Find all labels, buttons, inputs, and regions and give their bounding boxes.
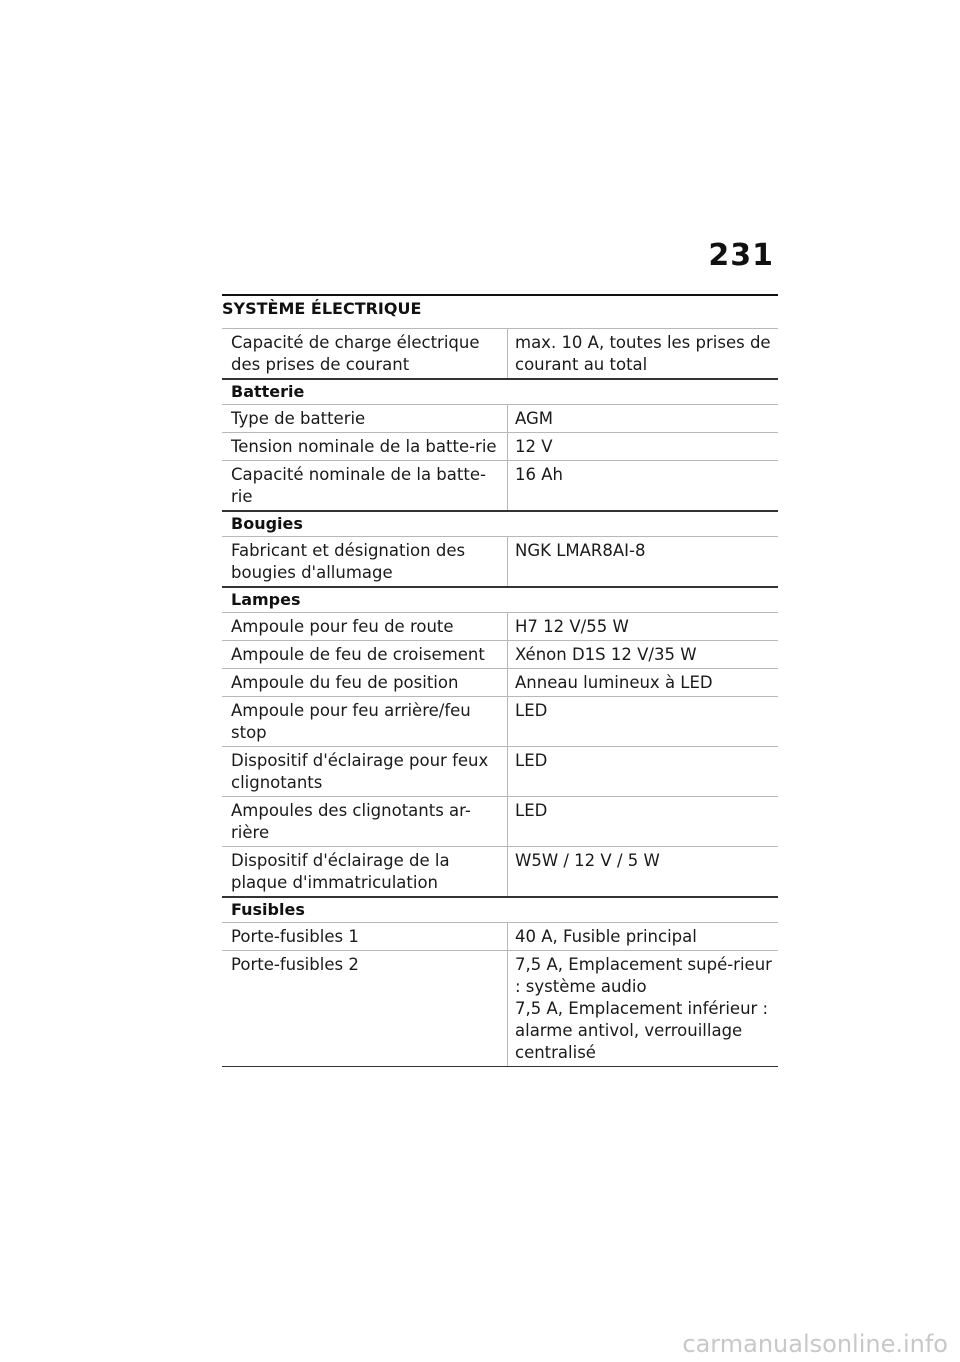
spec-value: H7 12 V/55 W bbox=[508, 613, 779, 641]
spec-value: LED bbox=[508, 797, 779, 847]
group-heading-bougies: Bougies bbox=[222, 511, 778, 537]
group-heading-row bbox=[222, 511, 778, 537]
spec-label: Dispositif d'éclairage pour feux clignotants bbox=[222, 747, 508, 797]
group-heading-row bbox=[222, 379, 778, 405]
page-number: 231 bbox=[708, 238, 774, 273]
table-row bbox=[222, 461, 778, 512]
spec-value-line: 7,5 A, Emplacement inférieur : alarme antivol, verrouillage centralisé bbox=[515, 999, 769, 1062]
table-row bbox=[222, 747, 778, 797]
table-row bbox=[222, 847, 778, 898]
spec-label: Capacité nominale de la batte-rie bbox=[222, 461, 508, 512]
table-row bbox=[222, 405, 778, 433]
electrical-spec-table bbox=[222, 328, 778, 1067]
table-row bbox=[222, 697, 778, 747]
table-row bbox=[222, 923, 778, 951]
spec-label: Porte-fusibles 1 bbox=[222, 923, 508, 951]
spec-label: Porte-fusibles 2 bbox=[222, 951, 508, 1067]
spec-value: max. 10 A, toutes les prises de courant au total bbox=[508, 329, 779, 380]
group-heading-row bbox=[222, 897, 778, 923]
spec-value: AGM bbox=[508, 405, 779, 433]
group-heading-lampes: Lampes bbox=[222, 587, 778, 613]
spec-value-line: 7,5 A, Emplacement supé-rieur : système audio bbox=[515, 955, 772, 996]
spec-value: W5W / 12 V / 5 W bbox=[508, 847, 779, 898]
group-heading-row bbox=[222, 587, 778, 613]
spec-label: Ampoule de feu de croisement bbox=[222, 641, 508, 669]
table-row bbox=[222, 797, 778, 847]
section-divider bbox=[222, 294, 778, 296]
spec-value: NGK LMAR8AI-8 bbox=[508, 537, 779, 588]
table-row bbox=[222, 433, 778, 461]
spec-label: Fabricant et désignation des bougies d'allumage bbox=[222, 537, 508, 588]
group-heading-batterie: Batterie bbox=[222, 379, 778, 405]
spec-value: Xénon D1S 12 V/35 W bbox=[508, 641, 779, 669]
spec-value: 40 A, Fusible principal bbox=[508, 923, 779, 951]
spec-value: 12 V bbox=[508, 433, 779, 461]
spec-label: Type de batterie bbox=[222, 405, 508, 433]
spec-value: Anneau lumineux à LED bbox=[508, 669, 779, 697]
table-row bbox=[222, 537, 778, 588]
table-row bbox=[222, 613, 778, 641]
spec-value: LED bbox=[508, 747, 779, 797]
table-row bbox=[222, 951, 778, 1067]
spec-value: 16 Ah bbox=[508, 461, 779, 512]
section-title: SYSTÈME ÉLECTRIQUE bbox=[222, 299, 422, 318]
spec-label: Ampoule pour feu arrière/feu stop bbox=[222, 697, 508, 747]
spec-value: LED bbox=[508, 697, 779, 747]
table-row bbox=[222, 641, 778, 669]
group-heading-fusibles: Fusibles bbox=[222, 897, 778, 923]
spec-label: Tension nominale de la batte-rie bbox=[222, 433, 508, 461]
table-row bbox=[222, 669, 778, 697]
watermark-text: carmanualsonline.info bbox=[682, 1330, 948, 1358]
spec-label: Ampoule du feu de position bbox=[222, 669, 508, 697]
spec-label: Capacité de charge électrique des prises de courant bbox=[222, 329, 508, 380]
spec-label: Ampoules des clignotants ar-rière bbox=[222, 797, 508, 847]
spec-label: Ampoule pour feu de route bbox=[222, 613, 508, 641]
spec-value-multiline bbox=[508, 951, 779, 1067]
spec-label: Dispositif d'éclairage de la plaque d'immatriculation bbox=[222, 847, 508, 898]
table-row bbox=[222, 329, 778, 380]
